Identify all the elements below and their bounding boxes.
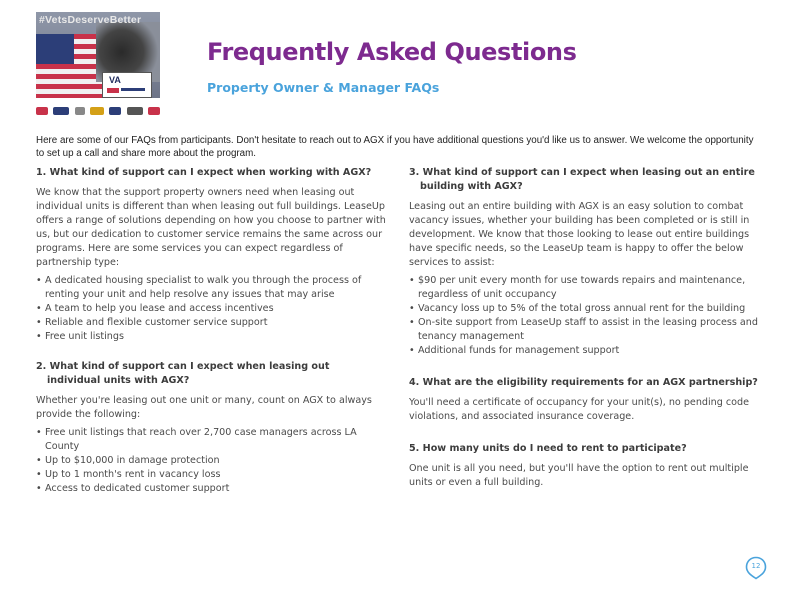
faq-bullet-list (36, 426, 386, 496)
list-item: • Free unit listings that reach over 2,700 case managers across LA County (36, 427, 357, 452)
intro-paragraph: Here are some of our FAQs from participants. Don't hesitate to reach out to AGX if you have additional questions you'd like us to answer. We welcome the opportunity to set up a call and share more about the program. (36, 135, 754, 159)
faq-bullet-list (409, 274, 759, 358)
bullet-icon: • (36, 427, 42, 438)
faq-answer: You'll need a certificate of occupancy for your unit(s), no pending code violations, and associated insurance coverage. (409, 397, 750, 422)
page-subtitle: Property Owner & Manager FAQs (207, 80, 440, 95)
faq-bullet-list (36, 274, 386, 344)
list-item: • Up to $10,000 in damage protection (36, 455, 220, 466)
partner-logo (36, 107, 48, 115)
bullet-icon: • (409, 275, 415, 286)
faq-item-3 (409, 166, 759, 358)
faq-answer: One unit is all you need, but you'll have the option to rent out multiple units or even a full building. (409, 463, 749, 488)
bullet-icon: • (36, 455, 42, 466)
partner-logo (109, 107, 121, 115)
faq-question: 1. What kind of support can I expect when working with AGX? (36, 167, 372, 178)
page-title: Frequently Asked Questions (207, 38, 577, 66)
partner-logos-strip (36, 102, 160, 120)
page-number: 12 (751, 562, 761, 570)
header-image (36, 12, 160, 120)
faq-question: 2. What kind of support can I expect when leasing out individual units with AGX? (36, 361, 330, 386)
bullet-icon: • (409, 317, 415, 328)
faq-item-5 (409, 442, 759, 490)
partner-logo (127, 107, 143, 115)
bullet-icon: • (36, 469, 42, 480)
bullet-icon: • (36, 303, 42, 314)
faq-answer: Leasing out an entire building with AGX is an easy solution to combat vacancy issues, whether your building has been completed or is still in development. We know that those looking to lease out entire buildings have specific needs, so the LeaseUp team is happy to offer the below services to assist: (409, 201, 750, 268)
faq-item-4 (409, 376, 759, 424)
page-number-badge (744, 556, 768, 580)
bullet-icon: • (409, 303, 415, 314)
faq-question: 4. What are the eligibility requirements for an AGX partnership? (409, 377, 758, 388)
list-item: • A team to help you lease and access incentives (36, 303, 274, 314)
list-item: • Vacancy loss up to 5% of the total gross annual rent for the building (409, 303, 746, 314)
list-item: • Reliable and flexible customer service support (36, 317, 268, 328)
faq-column-left (36, 166, 386, 496)
partner-logo (75, 107, 85, 115)
hashtag-text: #VetsDeserveBetter (39, 14, 142, 26)
faq-question: 5. How many units do I need to rent to participate? (409, 443, 687, 454)
list-item: • Additional funds for management support (409, 345, 620, 356)
list-item: • Access to dedicated customer support (36, 483, 230, 494)
list-item: • Up to 1 month's rent in vacancy loss (36, 469, 221, 480)
bullet-icon: • (36, 317, 42, 328)
faq-question: 3. What kind of support can I expect when leasing out an entire building with AGX? (409, 167, 755, 192)
bullet-icon: • (409, 345, 415, 356)
program-logo (102, 72, 152, 98)
bullet-icon: • (36, 331, 42, 342)
bullet-icon: • (36, 275, 42, 286)
partner-logo (90, 107, 104, 115)
partner-logo (148, 107, 160, 115)
flag-canton (36, 34, 74, 64)
partner-logo (53, 107, 69, 115)
list-item: • A dedicated housing specialist to walk you through the process of renting your unit and help resolve any issues that may arise (36, 275, 362, 300)
list-item: • Free unit listings (36, 331, 124, 342)
list-item: • On-site support from LeaseUp staff to assist in the leasing process and tenancy management (409, 317, 758, 342)
list-item: • $90 per unit every month for use towards repairs and maintenance, regardless of unit occupancy (409, 275, 746, 300)
faq-item-2 (36, 360, 386, 496)
logo-text: VA (109, 75, 121, 85)
veteran-photo (36, 12, 160, 98)
faq-answer: Whether you're leasing out one unit or many, count on AGX to always provide the following: (36, 395, 372, 420)
faq-column-right (409, 166, 759, 490)
bullet-icon: • (36, 483, 42, 494)
faq-item-1 (36, 166, 386, 344)
faq-answer: We know that the support property owners need when leasing out individual units is different than when leasing out full buildings. LeaseUp offers a range of solutions depending on how you choose to partner with us, but our dedication to customer service remains the same across our programs. Here are some services you can expect regardless of partnership type: (36, 187, 386, 268)
